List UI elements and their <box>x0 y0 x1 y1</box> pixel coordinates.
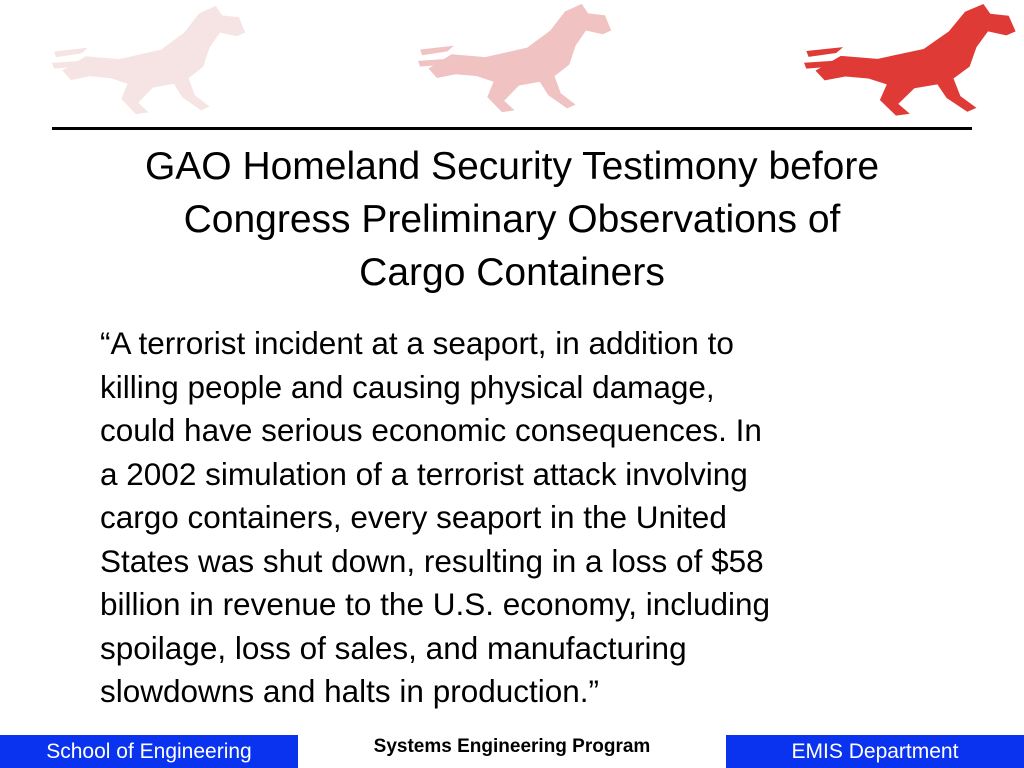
mustang-horse-icon-bold <box>804 4 1016 116</box>
mustang-horse-icon-faint <box>52 6 245 114</box>
quote-text: “A terrorist incident at a seaport, in addition to killing people and causing physical damage, could have serious economic consequences. In a 2002 simulation of a terrorist attack involving cargo containers, every seaport in the United States was shut down, resulting in a loss of $58 billion in revenue to the U.S. economy, including spoilage, loss of sales, and manufacturing slowdowns and halts in production.” <box>100 325 771 709</box>
title-line: GAO Homeland Security Testimony before <box>144 145 880 188</box>
footer-program: Systems Engineering Program <box>373 736 651 757</box>
slide-title <box>40 140 984 299</box>
title-divider <box>52 127 972 130</box>
footer-school-of-engineering: School of Engineering <box>0 735 298 768</box>
mustang-banner <box>0 0 1024 118</box>
title-line: Cargo Containers <box>359 251 665 294</box>
footer-emis-department: EMIS Department <box>726 735 1024 768</box>
title-line: Congress Preliminary Observations of <box>183 198 841 241</box>
mustang-horse-icon-light <box>418 4 611 112</box>
